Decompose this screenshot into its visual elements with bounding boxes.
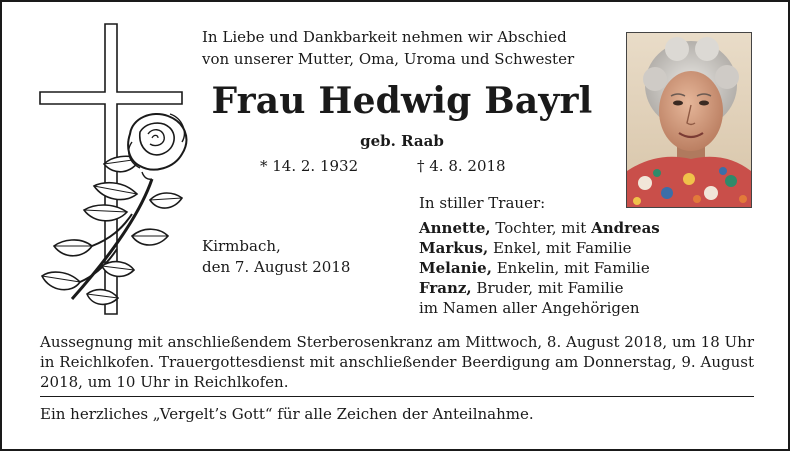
place: Kirmbach, xyxy=(202,237,281,255)
mourner-name-2: Andreas xyxy=(591,219,660,237)
mourner-name: Annette, xyxy=(419,219,491,237)
cross-with-rose-icon xyxy=(32,14,192,329)
intro-text xyxy=(202,26,612,70)
notice-date: den 7. August 2018 xyxy=(202,258,351,276)
mourning-heading: In stiller Trauer: xyxy=(419,194,546,212)
mourners-closing: im Namen aller Angehörigen xyxy=(419,299,640,317)
intro-line-1: In Liebe und Dankbarkeit nehmen wir Abschied xyxy=(202,28,567,46)
deceased-name: Frau Hedwig Bayrl xyxy=(211,80,593,122)
mourner-name: Melanie, xyxy=(419,259,492,277)
place-date xyxy=(202,236,350,278)
mourners-list xyxy=(419,218,660,318)
mourner-line xyxy=(419,258,660,278)
divider xyxy=(40,396,754,397)
mourner-name: Markus, xyxy=(419,239,489,257)
mourner-relation: Enkelin, mit Familie xyxy=(491,259,650,277)
services-text: Aussegnung mit anschließendem Sterberosenkranz am Mittwoch, 8. August 2018, um 18 Uhr in Reichlkofen. Trauergottesdienst mit anschließender Beerdigung am Donnerstag, 9. August 2018, um 10 Uhr in Reichlkofen. xyxy=(40,333,754,391)
mourner-name: Franz, xyxy=(419,279,472,297)
mourner-line xyxy=(419,218,660,238)
death-date: † 4. 8. 2018 xyxy=(417,157,506,175)
maiden-name: geb. Raab xyxy=(360,132,444,150)
mourner-line xyxy=(419,278,660,298)
mourner-relation: Enkel, mit Familie xyxy=(488,239,632,257)
mourner-relation: Tochter, mit xyxy=(490,219,592,237)
portrait-illustration xyxy=(627,33,751,207)
portrait-photo xyxy=(626,32,752,208)
thanks-text: Ein herzliches „Vergelt’s Gott“ für alle Zeichen der Anteilnahme. xyxy=(40,405,534,423)
mourner-line xyxy=(419,238,660,258)
mourner-relation: Bruder, mit Familie xyxy=(471,279,624,297)
birth-date: * 14. 2. 1932 xyxy=(260,157,359,175)
intro-line-2: von unserer Mutter, Oma, Uroma und Schwester xyxy=(202,50,575,68)
